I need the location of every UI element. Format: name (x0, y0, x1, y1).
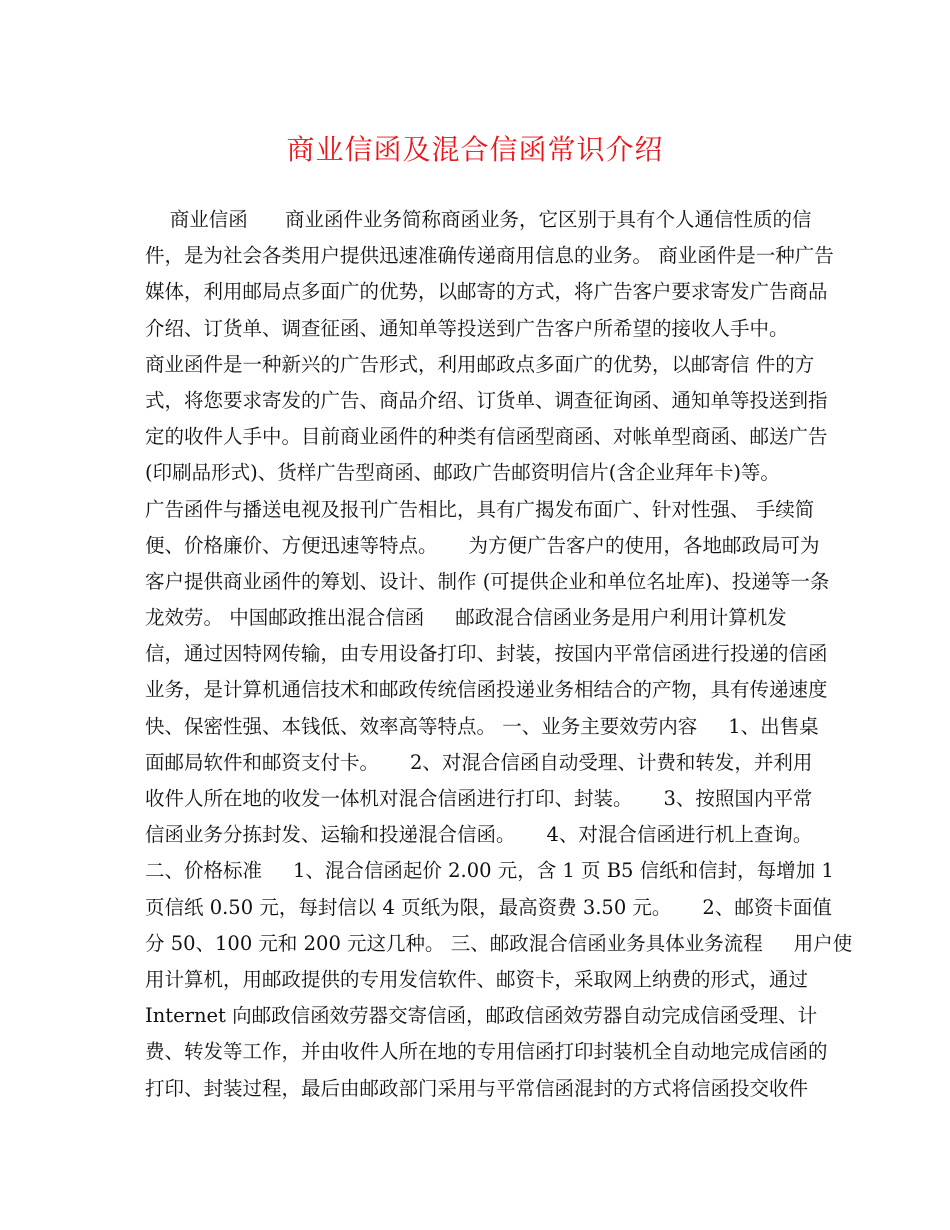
text-line: 商业函件是一种新兴的广告形式，利用邮政点多面广的优势，以邮寄信 件的方 (145, 352, 815, 376)
text-line: 分 50、100 元和 200 元这几种。 三、邮政混合信函业务具体业务流程 用户使 (145, 931, 853, 955)
text-line: 用计算机，用邮政提供的专用发信软件、邮资卡，采取网上纳费的形式，通过 (145, 967, 809, 991)
text-line: 信函业务分拣封发、运输和投递混合信函。 4、对混合信函进行机上查询。 (145, 823, 813, 847)
text-line: 收件人所在地的收发一体机对混合信函进行打印、封装。 3、按照国内平常 (145, 787, 813, 810)
text-line: (印刷品形式)、货样广告型商函、邮政广告邮资明信片(含企业拜年卡)等。 (145, 461, 780, 485)
text-line: 业务，是计算机通信技术和邮政传统信函投递业务相结合的产物，具有传递速度 (145, 678, 828, 702)
text-line: 快、保密性强、本钱低、效率高等特点。 一、业务主要效劳内容 1、出售桌 (145, 714, 819, 738)
text-line: 信，通过因特网传输，由专用设备打印、封装，按国内平常信函进行投递的信函 (145, 642, 828, 666)
text-line: 页信纸 0.50 元，每封信以 4 页纸为限，最高资费 3.50 元。 2、邮资卡面值 (145, 895, 832, 919)
document-body (145, 202, 853, 1107)
text-line: 客户提供商业函件的筹划、设计、制作 (可提供企业和单位名址库)、投递等一条 (145, 569, 830, 593)
text-line: 媒体，利用邮局点多面广的优势，以邮寄的方式，将广告客户要求寄发广告商品 (145, 280, 828, 304)
text-line: 式，将您要求寄发的广告、商品介绍、订货单、调查征询函、通知单等投送到指 (145, 388, 828, 412)
text-line: 商业信函 商业函件业务简称商函业务，它区别于具有个人通信性质的信 (145, 208, 812, 231)
text-line: 广告函件与播送电视及报刊广告相比，具有广揭发布面广、针对性强、 手续简 (145, 497, 815, 521)
text-line: 龙效劳。 中国邮政推出混合信函 邮政混合信函业务是用户利用计算机发 (145, 606, 787, 630)
text-line: 定的收件人手中。目前商业函件的种类有信函型商函、对帐单型商函、邮送广告 (145, 425, 828, 449)
text-line: 便、价格廉价、方便迅速等特点。 为方便广告客户的使用，各地邮政局可为 (145, 533, 820, 557)
text-line: 面邮局软件和邮资支付卡。 2、对混合信函自动受理、计费和转发，并利用 (145, 750, 813, 774)
text-line: 介绍、订货单、调查征函、通知单等投送到广告客户所希望的接收人手中。 (145, 316, 789, 340)
text-line: 费、转发等工作，并由收件人所在地的专用信函打印封装机全自动地完成信函的 (145, 1040, 828, 1064)
text-line: 打印、封装过程，最后由邮政部门采用与平常信函混封的方式将信函投交收件 (145, 1076, 809, 1100)
text-line: 二、价格标准 1、混合信函起价 2.00 元，含 1 页 B5 信纸和信封，每增加 1 (145, 859, 834, 883)
text-line: 件，是为社会各类用户提供迅速准确传递商用信息的业务。 商业函件是一种广告 (145, 244, 834, 268)
document-title: 商业信函及混合信函常识介绍 (286, 133, 664, 166)
text-line: Internet 向邮政信函效劳器交寄信函，邮政信函效劳器自动完成信函受理、计 (145, 1004, 818, 1028)
